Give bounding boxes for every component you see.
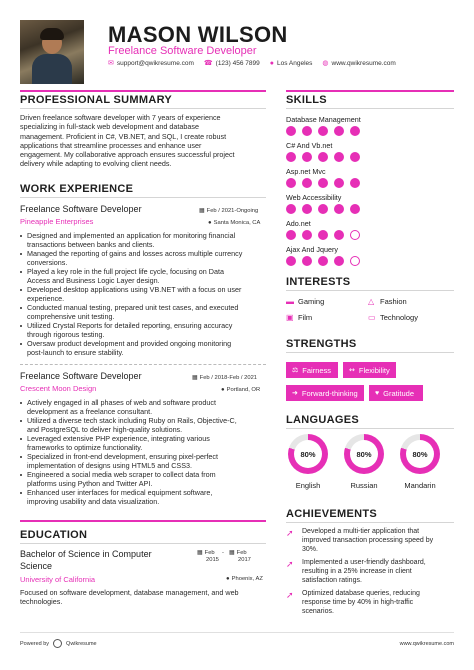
strength-tag: ↭ Flexibility: [343, 362, 396, 378]
contact-email[interactable]: support@qwikresume.com: [116, 60, 194, 67]
job-title: Freelance Software Developer: [20, 204, 142, 214]
skill-dot: [350, 230, 360, 240]
strength-tag: ➜ Forward-thinking: [286, 385, 364, 401]
rocket-icon: ➚: [286, 559, 294, 569]
interest-item: ▭ Technology: [368, 313, 418, 322]
skill-dot: [334, 230, 344, 240]
interest-item: ▬ Gaming: [286, 297, 325, 306]
language-percent: 80%: [294, 440, 322, 468]
candidate-title: Freelance Software Developer: [108, 45, 257, 57]
summary-line: engagement. My collaborative approach ensures successful project: [20, 150, 235, 160]
skill-dot: [334, 204, 344, 214]
strength-tag: ⚖ Fairness: [286, 362, 338, 378]
skill-dot: [350, 152, 360, 162]
email-icon: ✉: [108, 60, 114, 67]
skill-dot: [350, 204, 360, 214]
summary-line: Driven freelance software developer with 7 years of experience: [20, 113, 221, 122]
job-bullets: [17, 398, 269, 506]
strengths-rule: [286, 352, 454, 353]
calendar-icon: ▦: [229, 550, 235, 556]
achievement-item: ➚ Optimized database queries, reducing response time by 40% in high-traffic scenarios.: [286, 590, 420, 615]
skill-name: Database Management: [286, 115, 361, 124]
footer-site[interactable]: www.qwikresume.com: [399, 640, 454, 647]
language-ring: [288, 434, 328, 474]
skill-dot: [318, 256, 328, 266]
qwikresume-logo-icon: [53, 639, 62, 648]
interest-item: ▣ Film: [286, 313, 313, 322]
summary-bottom-rule: [20, 108, 266, 109]
education-top-rule: [20, 520, 266, 522]
skill-dot: [318, 230, 328, 240]
skill-dot: [334, 178, 344, 188]
scale-icon: ⚖: [292, 367, 299, 374]
skill-dot: [286, 152, 296, 162]
calendar-icon: ▦: [192, 375, 198, 381]
job-bullet: Utilized Crystal Reports for detailed reporting, ensuring accuracy through rigorous testing.: [17, 321, 269, 339]
job-dates: ▦ Feb / 2021-Ongoing: [199, 208, 259, 214]
skill-dot: [302, 126, 312, 136]
summary-line: specializing in full-stack web development and database: [20, 122, 199, 132]
skill-dot: [302, 204, 312, 214]
date-dash: -: [222, 550, 224, 556]
summary-top-rule: [20, 90, 266, 92]
language-ring: [344, 434, 384, 474]
skill-rating: [286, 126, 360, 136]
job-bullet: Specialized in front-end development, ensuring pixel-perfect implementation of designs using HTML5 and CSS3.: [17, 452, 269, 470]
forward-icon: ➜: [292, 390, 298, 397]
job-bullet: Utilized a diverse tech stack including Ruby on Rails, Objective-C, and PostgreSQL to deliver high-quality solutions.: [17, 416, 269, 434]
skill-dot: [318, 126, 328, 136]
skill-name: C# And Vb.net: [286, 141, 333, 150]
language-percent: 80%: [350, 440, 378, 468]
skill-dot: [318, 204, 328, 214]
summary-text: [20, 113, 268, 169]
skills-top-rule: [286, 90, 454, 92]
summary-heading: PROFESSIONAL SUMMARY: [20, 94, 173, 106]
achievement-item: ➚ Implemented a user-friendly dashboard, resulting in a 25% increase in client satisfaction ratings.: [286, 559, 426, 584]
job-bullet: Actively engaged in all phases of web and software product development as a freelance consultant.: [17, 398, 269, 416]
contact-bar: [108, 59, 396, 67]
experience-heading: WORK EXPERIENCE: [20, 183, 134, 195]
education-description: Focused on software development, database management, and web technologies.: [20, 588, 239, 607]
skill-dot: [350, 256, 360, 266]
job-location: ● Portland, OR: [221, 387, 261, 393]
skill-name: Asp.net Mvc: [286, 167, 326, 176]
skill-dot: [318, 178, 328, 188]
skill-name: Web Accessibility: [286, 193, 342, 202]
flex-icon: ↭: [349, 367, 355, 374]
footer-rule: [20, 632, 454, 633]
summary-line: delivery while adapting to evolving client needs.: [20, 159, 172, 169]
phone-icon: ☎: [203, 60, 213, 67]
skill-name: Ajax And Jquery: [286, 245, 338, 254]
achievements-heading: ACHIEVEMENTS: [286, 508, 377, 520]
job-bullet: Developed desktop applications using VB.NET with a focus on user experience.: [17, 285, 269, 303]
footer: [20, 639, 454, 648]
rocket-icon: ➚: [286, 528, 294, 538]
strengths-heading: STRENGTHS: [286, 338, 357, 350]
job-bullet: Oversaw product development and provided ongoing monitoring post-launch to ensure stability.: [17, 339, 269, 357]
film-icon: ▣: [286, 313, 294, 322]
skill-rating: [286, 178, 360, 188]
footer-brand: [20, 639, 97, 648]
skill-dot: [334, 152, 344, 162]
job-company: Pineapple Enterprises: [20, 217, 94, 226]
skill-dot: [318, 152, 328, 162]
skill-dot: [302, 152, 312, 162]
contact-location: Los Angeles: [276, 59, 313, 67]
language-name: Russian: [350, 481, 378, 490]
hanger-icon: △: [368, 297, 375, 306]
candidate-name: MASON WILSON: [108, 22, 288, 47]
languages-heading: LANGUAGES: [286, 414, 359, 426]
job-title: Freelance Software Developer: [20, 371, 142, 381]
skill-dot: [350, 126, 360, 136]
summary-line: applications that streamline processes and enhance user: [20, 140, 202, 150]
interests-heading: INTERESTS: [286, 276, 351, 288]
location-icon: ●: [226, 576, 230, 582]
powered-by-text: Powered by: [20, 640, 50, 647]
job-location: ● Santa Monica, CA: [208, 220, 261, 226]
heart-icon: ♥: [375, 389, 380, 397]
location-icon: ●: [208, 220, 212, 226]
skill-rating: [286, 230, 360, 240]
job-bullet: Engineered a social media web scraper to collect data from platforms using Python and Twitter API.: [17, 470, 269, 488]
experience-rule: [20, 197, 266, 198]
skill-rating: [286, 204, 360, 214]
edu-start-date: ▦ Feb 2015: [197, 550, 219, 563]
summary-line: management. Proficient in C#, VB.NET, and SQL, I create robust: [20, 131, 227, 141]
gamepad-icon: ▬: [286, 297, 294, 306]
degree-title: Bachelor of Science in Computer: [20, 549, 152, 559]
education-rule: [20, 543, 266, 544]
languages-rule: [286, 428, 454, 429]
skill-dot: [350, 178, 360, 188]
education-heading: EDUCATION: [20, 529, 88, 541]
job-bullets: [17, 231, 269, 357]
laptop-icon: ▭: [368, 313, 376, 322]
skill-dot: [286, 230, 296, 240]
edu-end-date: ▦ Feb 2017: [229, 550, 251, 563]
skill-dot: [302, 230, 312, 240]
skills-heading: SKILLS: [286, 94, 327, 106]
strength-tag: ♥ Gratitude: [369, 385, 423, 401]
language-ring: [400, 434, 440, 474]
skill-dot: [302, 178, 312, 188]
job-bullet: Played a key role in the full project life cycle, focusing on Data Access and Business Logic Layer design.: [17, 267, 269, 285]
job-bullet: Conducted manual testing, prepared unit test cases, and executed comprehensive unit testing.: [17, 303, 269, 321]
degree-title-cont: Science: [20, 561, 53, 571]
job-bullet: Leveraged extensive PHP experience, integrating various frameworks to optimize functionality.: [17, 434, 269, 452]
calendar-icon: ▦: [197, 550, 203, 556]
job-company: Crescent Moon Design: [20, 384, 97, 393]
language-name: Mandarin: [404, 481, 436, 490]
skill-dot: [286, 178, 296, 188]
skill-rating: [286, 152, 360, 162]
job-bullet: Enhanced user interfaces for medical equipment software, improving usability and data visualization.: [17, 488, 269, 506]
language-name: English: [295, 481, 321, 490]
job-bullet: Designed and implemented an application for monitoring financial transactions between banks and clients.: [17, 231, 269, 249]
skill-dot: [286, 204, 296, 214]
interest-item: △ Fashion: [368, 297, 407, 306]
skill-dot: [286, 126, 296, 136]
brand-name[interactable]: Qwikresume: [66, 640, 97, 647]
language-percent: 80%: [406, 440, 434, 468]
location-icon: ●: [221, 387, 225, 393]
skills-rule: [286, 108, 454, 109]
skill-dot: [334, 126, 344, 136]
achievements-rule: [286, 522, 454, 523]
job-bullet: Managed the reporting of gains and losses across multiple currency conversions.: [17, 249, 269, 267]
school-location: ● Phoenix, AZ: [226, 576, 263, 582]
job-divider: [20, 364, 266, 365]
school-name: University of California: [20, 575, 96, 584]
profile-photo: [20, 20, 84, 84]
skill-dot: [286, 256, 296, 266]
calendar-icon: ▦: [199, 208, 205, 214]
skill-dot: [302, 256, 312, 266]
rocket-icon: ➚: [286, 590, 294, 600]
contact-website[interactable]: www.qwikresume.com: [331, 60, 396, 67]
skill-dot: [334, 256, 344, 266]
achievement-item: ➚ Developed a multi-tier application that improved transaction processing speed by 30%.: [286, 528, 434, 553]
interests-rule: [286, 290, 454, 291]
job-dates: ▦ Feb / 2018-Feb / 2021: [192, 375, 258, 381]
location-icon: ●: [269, 59, 274, 67]
skill-name: Ado.net: [286, 219, 311, 228]
contact-phone[interactable]: (123) 456 7899: [215, 60, 260, 67]
skill-rating: [286, 256, 360, 266]
globe-icon: ◍: [322, 60, 329, 67]
